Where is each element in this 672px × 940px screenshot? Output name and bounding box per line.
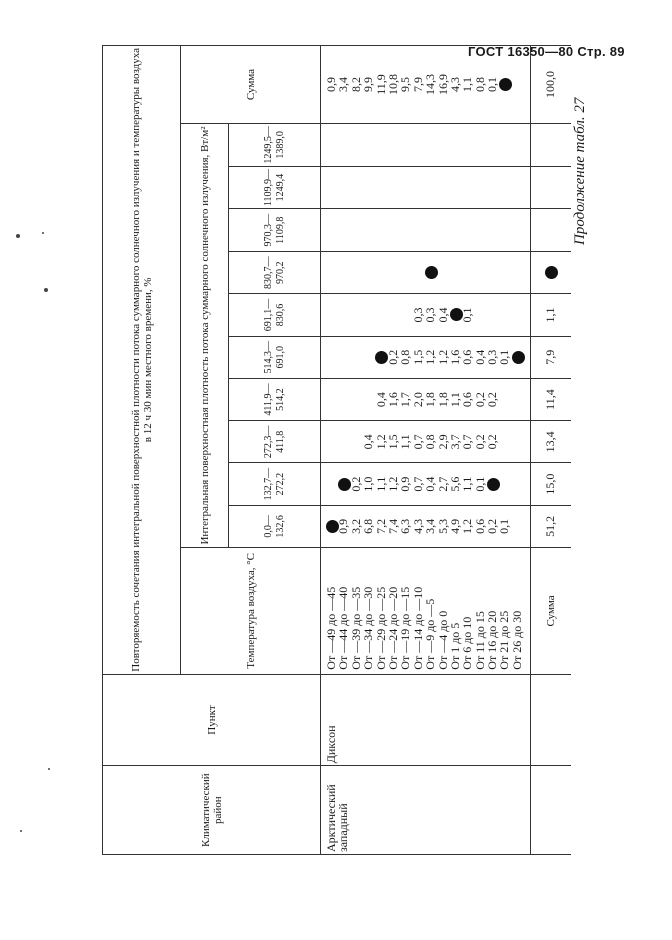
scan-speck — [42, 232, 44, 234]
sum-cell: 13,4 — [531, 421, 571, 463]
value-cell: 1,2 — [373, 434, 388, 450]
temp-range: От —4 до 0 — [435, 610, 450, 670]
value-cell — [498, 296, 510, 333]
range-header: 132,7—272,2 — [229, 463, 321, 505]
value-cell — [399, 211, 411, 249]
value-cell: 0,3 — [423, 307, 438, 323]
value-cell: 4,3 — [447, 77, 462, 92]
value-cell — [498, 254, 510, 291]
value-column — [321, 463, 531, 505]
value-cell — [498, 211, 510, 249]
value-cell: 1,5 — [385, 434, 400, 450]
value-cell — [449, 126, 461, 164]
temp-range: От 16 до 20 — [485, 610, 500, 670]
temp-range: От —9 до —5 — [423, 598, 438, 670]
value-cell — [474, 169, 486, 207]
value-cell: 7,2 — [373, 518, 388, 534]
range-header: 411,9—514,2 — [229, 378, 321, 420]
value-cell — [350, 126, 362, 164]
col-climate-header: Климатический район — [103, 766, 321, 855]
value-cell — [325, 126, 337, 164]
value-cell: 0,1 — [485, 77, 500, 92]
value-cell — [424, 126, 436, 164]
value-cell: 0,4 — [472, 349, 487, 365]
value-cell — [449, 169, 461, 207]
value-cell — [498, 169, 510, 207]
value-cell: 0,9 — [398, 476, 413, 492]
sum-label: Сумма — [531, 548, 571, 675]
temp-range: От 21 до 25 — [497, 610, 512, 670]
value-cell — [362, 381, 374, 418]
value-cell: 1,7 — [398, 392, 413, 408]
value-cell: 1,8 — [423, 392, 438, 408]
temp-range: От —24 до —20 — [385, 586, 400, 670]
value-cell: 1,2 — [423, 349, 438, 365]
value-cell — [337, 465, 349, 502]
value-cell: 1,2 — [460, 518, 475, 534]
temp-column — [321, 548, 531, 675]
value-cell: 0,2 — [485, 392, 500, 408]
value-cell — [486, 126, 498, 164]
temp-range: От —34 до —30 — [361, 586, 376, 670]
temp-range: От —14 до —10 — [410, 586, 425, 670]
value-cell — [511, 211, 523, 249]
value-cell — [511, 126, 523, 164]
value-cell: 0,7 — [460, 434, 475, 450]
dot-marker — [545, 266, 558, 279]
value-cell: 10,8 — [385, 74, 400, 95]
value-cell — [437, 254, 449, 291]
data-table — [102, 45, 571, 855]
value-cell — [387, 211, 399, 249]
value-cell: 0,3 — [485, 349, 500, 365]
value-cell — [498, 423, 510, 460]
value-cell — [498, 381, 510, 418]
value-cell — [498, 465, 510, 502]
value-cell — [498, 126, 510, 164]
value-column — [321, 124, 531, 167]
value-cell — [437, 126, 449, 164]
temp-range: От 26 до 30 — [509, 610, 524, 670]
value-cell: 1,1 — [460, 77, 475, 92]
temp-range: От 1 до 5 — [447, 622, 462, 670]
value-cell: 0,7 — [410, 476, 425, 492]
temp-range: От —49 до —45 — [324, 586, 338, 670]
value-cell: 3,2 — [348, 518, 363, 534]
value-cell: 0,8 — [398, 349, 413, 365]
value-cell — [412, 211, 424, 249]
value-cell — [362, 126, 374, 164]
sum-cell: 7,9 — [531, 336, 571, 378]
value-column — [321, 421, 531, 463]
sum-cell — [531, 124, 571, 167]
value-cell — [350, 169, 362, 207]
scan-speck — [16, 234, 20, 238]
value-cell — [474, 254, 486, 291]
page-header: ГОСТ 16350—80 Стр. 89 — [468, 44, 625, 59]
temp-range: От 6 до 10 — [460, 616, 475, 670]
value-cell — [325, 381, 337, 418]
value-column — [321, 378, 531, 420]
value-cell — [437, 169, 449, 207]
value-cell: 5,6 — [447, 476, 462, 492]
value-cell: 3,7 — [447, 434, 462, 450]
value-cell: 6,3 — [398, 518, 413, 534]
value-column — [321, 166, 531, 209]
dot-marker — [487, 478, 500, 491]
value-cell: 0,7 — [410, 434, 425, 450]
value-cell: 0,3 — [410, 307, 425, 323]
value-cell — [337, 296, 349, 333]
value-cell — [387, 169, 399, 207]
value-cell — [412, 126, 424, 164]
value-cell — [449, 254, 461, 291]
dot-marker — [512, 351, 525, 364]
col-point-header: Пункт — [103, 674, 321, 766]
range-header: 1249,5—1389,0 — [229, 124, 321, 167]
value-cell — [337, 169, 349, 207]
value-cell — [461, 211, 473, 249]
value-cell — [486, 296, 498, 333]
value-cell — [375, 296, 387, 333]
table-subtitle: Интегральная поверхностная плотность потока суммарного солнечного излучения, Вт/м² — [181, 124, 229, 548]
sum-cell: 100,0 — [531, 46, 571, 124]
value-cell — [350, 339, 362, 376]
sum-cell — [531, 166, 571, 209]
value-cell — [337, 126, 349, 164]
value-cell — [486, 465, 498, 502]
value-cell — [511, 296, 523, 333]
value-cell — [337, 211, 349, 249]
value-cell — [399, 169, 411, 207]
value-cell — [412, 254, 424, 291]
value-cell — [350, 211, 362, 249]
value-cell: 2,7 — [435, 476, 450, 492]
dot-marker — [425, 266, 438, 279]
value-cell — [325, 254, 337, 291]
value-cell — [399, 254, 411, 291]
value-cell — [449, 211, 461, 249]
value-cell: 1,6 — [447, 349, 462, 365]
value-cell — [511, 465, 523, 502]
value-cell: 0,1 — [472, 476, 487, 492]
range-header: 514,3—691,0 — [229, 336, 321, 378]
value-cell — [399, 296, 411, 333]
value-cell — [498, 48, 510, 121]
value-cell: 0,1 — [460, 307, 475, 323]
temp-range: От —29 до —25 — [373, 586, 388, 670]
value-cell: 7,4 — [385, 518, 400, 534]
value-cell: 1,1 — [398, 434, 413, 450]
col-temp-header: Температура воздуха, °С — [181, 548, 321, 675]
value-cell — [511, 423, 523, 460]
value-cell — [474, 126, 486, 164]
value-cell: 1,1 — [460, 476, 475, 492]
table-title: Повторяемость сочетания интегральной поверхностной плотности потока суммарного солнечного излучения и температуры воздуха в 12 ч 30 мин местного времени, % — [103, 46, 181, 675]
value-cell — [474, 211, 486, 249]
value-cell: 14,3 — [423, 74, 438, 95]
value-cell: 0,1 — [497, 518, 512, 534]
value-cell — [486, 211, 498, 249]
value-cell: 2,0 — [410, 392, 425, 408]
scan-speck — [48, 768, 50, 770]
value-cell: 0,9 — [336, 518, 351, 534]
table-continuation-label: Продолжение табл. 27 — [572, 97, 588, 245]
value-cell: 0,6 — [460, 392, 475, 408]
value-cell: 0,6 — [472, 518, 487, 534]
range-header: 830,7—970,2 — [229, 252, 321, 294]
value-cell — [362, 211, 374, 249]
range-header: 970,3—1109,8 — [229, 209, 321, 252]
value-cell: 16,9 — [435, 74, 450, 95]
value-cell: 1,0 — [361, 476, 376, 492]
value-cell: 0,2 — [348, 476, 363, 492]
value-cell — [325, 423, 337, 460]
value-cell — [424, 211, 436, 249]
value-cell — [375, 169, 387, 207]
value-cell: 0,4 — [435, 307, 450, 323]
range-header: 1109,9—1249,4 — [229, 166, 321, 209]
value-cell — [486, 169, 498, 207]
range-header: 691,1—830,6 — [229, 294, 321, 336]
value-cell — [387, 296, 399, 333]
value-cell: 0,1 — [497, 349, 512, 365]
value-cell — [511, 381, 523, 418]
scan-speck — [20, 830, 22, 832]
climate-cell: Арктический западный — [321, 766, 531, 855]
value-cell: 1,1 — [373, 476, 388, 492]
value-cell — [412, 169, 424, 207]
sum-cell: 51,2 — [531, 505, 571, 547]
value-cell: 1,6 — [385, 392, 400, 408]
value-cell — [362, 169, 374, 207]
value-cell — [511, 169, 523, 207]
value-cell: 6,8 — [361, 518, 376, 534]
value-cell: 3,4 — [336, 77, 351, 92]
value-cell — [511, 254, 523, 291]
value-cell — [362, 339, 374, 376]
dot-marker — [499, 78, 512, 91]
value-cell: 1,1 — [447, 392, 462, 408]
value-cell — [375, 254, 387, 291]
range-header: 0,0—132,6 — [229, 505, 321, 547]
value-cell — [437, 211, 449, 249]
value-cell: 0,2 — [485, 434, 500, 450]
value-cell: 1,5 — [410, 349, 425, 365]
value-cell: 0,2 — [485, 518, 500, 534]
value-cell — [399, 126, 411, 164]
value-cell: 0,9 — [324, 77, 338, 92]
value-cell — [350, 381, 362, 418]
value-cell — [362, 254, 374, 291]
value-cell — [511, 48, 523, 121]
value-column — [321, 252, 531, 294]
value-cell: 11,9 — [373, 74, 388, 95]
value-cell — [325, 339, 337, 376]
value-column — [321, 294, 531, 336]
value-cell: 4,3 — [410, 518, 425, 534]
value-cell — [337, 254, 349, 291]
value-cell — [375, 211, 387, 249]
value-cell — [350, 254, 362, 291]
value-cell — [511, 508, 523, 545]
value-cell: 0,4 — [373, 392, 388, 408]
value-cell — [461, 169, 473, 207]
col-sum-header: Сумма — [181, 46, 321, 124]
temp-range: От —44 до —40 — [336, 586, 351, 670]
sum-cell: 1,1 — [531, 294, 571, 336]
value-column — [321, 336, 531, 378]
temp-range: От 11 до 15 — [472, 611, 487, 670]
value-cell: 1,8 — [435, 392, 450, 408]
value-cell — [337, 423, 349, 460]
value-cell — [325, 296, 337, 333]
value-cell — [387, 254, 399, 291]
value-cell — [486, 254, 498, 291]
value-cell: 0,2 — [385, 349, 400, 365]
value-cell — [325, 169, 337, 207]
value-cell: 0,8 — [423, 434, 438, 450]
value-cell — [474, 296, 486, 333]
rotated-page — [82, 45, 612, 855]
value-cell — [424, 254, 436, 291]
value-cell: 0,8 — [472, 77, 487, 92]
value-cell: 2,9 — [435, 434, 450, 450]
temp-range: От —39 до —35 — [348, 586, 363, 670]
value-cell — [461, 254, 473, 291]
value-column — [321, 505, 531, 547]
value-cell: 9,5 — [398, 77, 413, 92]
value-cell: 1,2 — [385, 476, 400, 492]
value-cell: 3,4 — [423, 518, 438, 534]
value-cell — [325, 211, 337, 249]
value-cell: 0,6 — [460, 349, 475, 365]
value-cell — [461, 126, 473, 164]
point-cell: Диксон — [321, 674, 531, 766]
sum-cell: 11,4 — [531, 378, 571, 420]
value-cell: 4,9 — [447, 518, 462, 534]
value-cell — [350, 296, 362, 333]
sum-cell: 15,0 — [531, 463, 571, 505]
scan-speck — [44, 288, 48, 292]
value-cell: 1,2 — [435, 349, 450, 365]
value-cell: 0,2 — [472, 392, 487, 408]
value-column — [321, 209, 531, 252]
value-cell — [511, 339, 523, 376]
value-cell — [337, 381, 349, 418]
value-cell: 0,4 — [361, 434, 376, 450]
range-header: 272,3—411,8 — [229, 421, 321, 463]
value-cell: 0,2 — [472, 434, 487, 450]
value-cell — [387, 126, 399, 164]
sum-cell — [531, 252, 571, 294]
value-cell: 9,9 — [361, 77, 376, 92]
value-cell — [362, 296, 374, 333]
value-cell: 8,2 — [348, 77, 363, 92]
value-cell — [424, 169, 436, 207]
value-cell — [325, 465, 337, 502]
value-cell — [337, 339, 349, 376]
value-cell: 0,4 — [423, 476, 438, 492]
temp-range: От —19 до —15 — [398, 586, 413, 670]
sum-cell — [531, 209, 571, 252]
value-cell: 5,3 — [435, 518, 450, 534]
value-cell — [375, 126, 387, 164]
value-cell: 7,9 — [410, 77, 425, 92]
sum-column — [321, 46, 531, 124]
